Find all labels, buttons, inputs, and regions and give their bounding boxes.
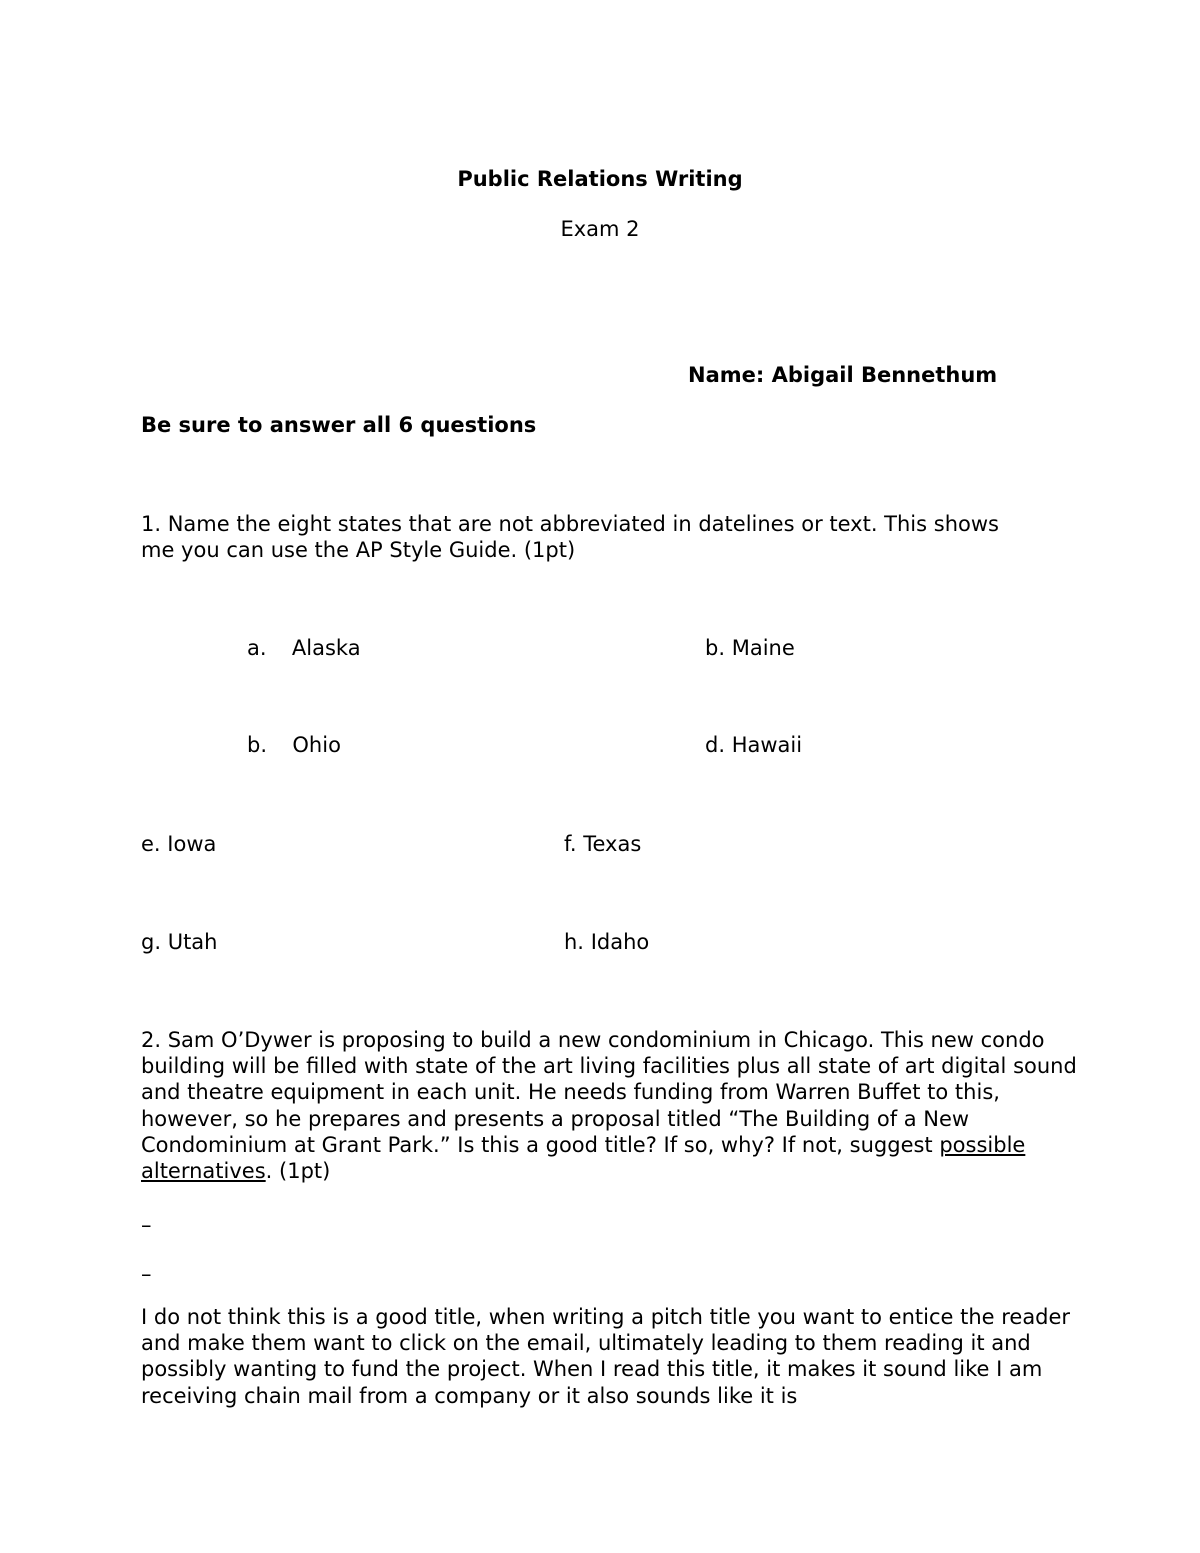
answer-marker: d.	[705, 733, 726, 757]
answer-text: Ohio	[292, 733, 341, 757]
answer-item-f	[564, 831, 641, 857]
question-2-underlined: possible alternatives	[141, 1132, 1026, 1184]
answer-text: Utah	[167, 930, 218, 954]
question-1-line-1: 1. Name the eight states that are not abbreviated in datelines or text. This shows	[141, 512, 999, 536]
answer-marker: e.	[141, 832, 161, 856]
dash-line-1: –	[141, 1213, 152, 1237]
answer-text: Iowa	[167, 832, 217, 856]
question-2-text: 2. Sam O’Dywer is proposing to build a new condominium in Chicago. This new condo building will be filled with state of the art living facilities plus all state of art digital sound and theatre equipment in each unit. He needs funding from Warren Buffet to this, however, so he prepares and presents a proposal titled “The Building of a New Condominium at Grant Park.” Is this a good title? If so, why? If not, suggest	[141, 1028, 1077, 1157]
dash-line-2: –	[141, 1262, 152, 1286]
answer-marker: b.	[705, 636, 726, 660]
answer-item-d	[705, 732, 802, 758]
answer-item-e	[141, 831, 216, 857]
answer-marker: b.	[247, 733, 268, 757]
answer-marker: g.	[141, 930, 162, 954]
answer-text: Maine	[731, 636, 795, 660]
question-2-answer: I do not think this is a good title, when writing a pitch title you want to entice the reader and make them want to click on the email, ultimately leading to them reading it and possibly wanting to fund the project. When I read this title, it makes it sound like I am receiving chain mail from a company or it also sounds like it is	[141, 1305, 1071, 1408]
answer-text: Alaska	[291, 636, 361, 660]
answer-item-g	[141, 929, 218, 955]
answer-marker: a.	[247, 636, 267, 660]
answer-text: Idaho	[590, 930, 650, 954]
document-title: Public Relations Writing	[457, 167, 743, 191]
answer-marker: h.	[564, 930, 584, 954]
answer-item-a	[247, 635, 361, 661]
answer-item-b-second	[247, 732, 341, 758]
exam-number: Exam 2	[560, 217, 640, 241]
question-2	[141, 1027, 1081, 1184]
question-1-line-2: me you can use the AP Style Guide. (1pt)	[141, 538, 576, 562]
answer-item-b	[705, 635, 795, 661]
student-name: Name: Abigail Bennethum	[688, 363, 998, 387]
answer-text: Hawaii	[731, 733, 803, 757]
answer-item-h	[564, 929, 649, 955]
answer-marker: f.	[564, 832, 577, 856]
answer-text: Texas	[583, 832, 642, 856]
question-2-points: . (1pt)	[265, 1159, 331, 1184]
instructions: Be sure to answer all 6 questions	[141, 413, 537, 437]
